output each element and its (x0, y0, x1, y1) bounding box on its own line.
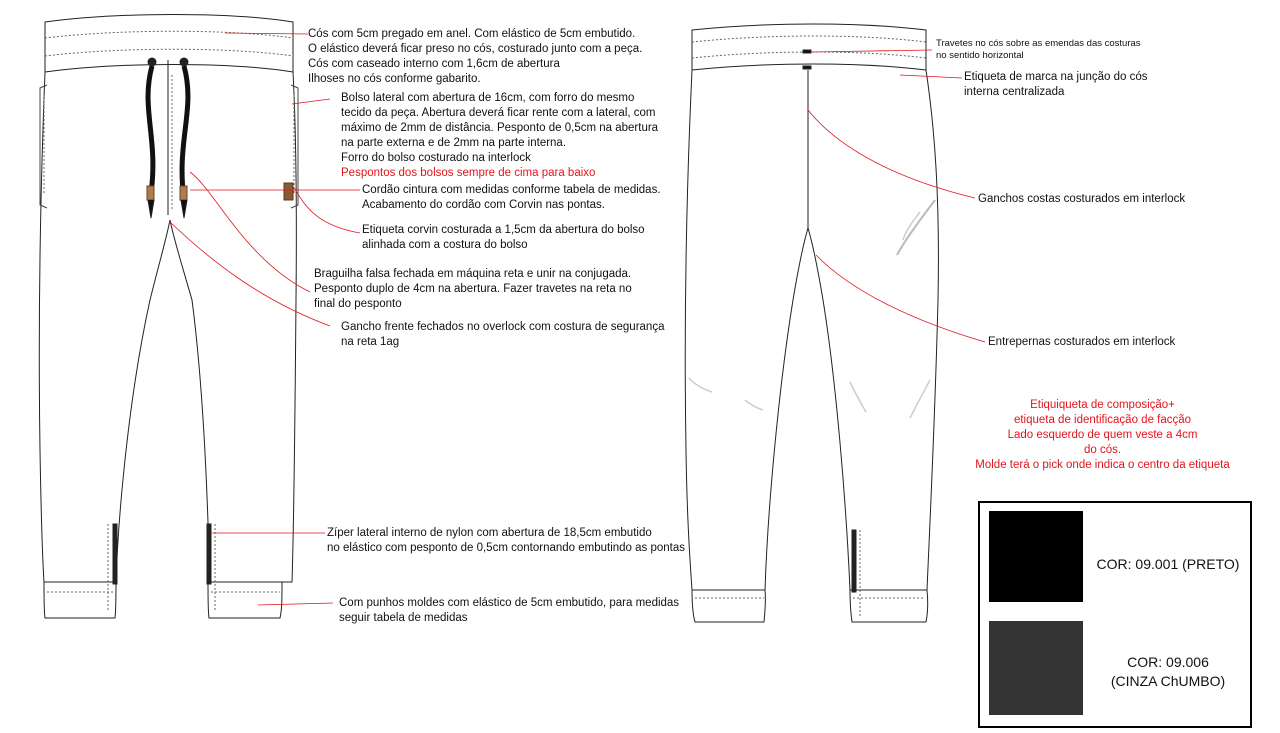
note-back-rise: Ganchos costas costurados em interlock (978, 193, 1186, 205)
note-corvin-label: Etiqueta corvin costurada a 1,5cm da abertura do bolso alinhada com a costura do bolso (362, 224, 645, 251)
color-swatch-panel (978, 501, 1252, 728)
note-pocket: Bolso lateral com abertura de 16cm, com forro do mesmo tecido da peça. Abertura deverá ficar rente com a lateral, com máximo de 2mm de distância. Pesponto de 0,5cm na abertura na parte externa e de 2mm na parte interna. Forro do bolso costurado na interlock Pespontos dos bolsos sempre de cima para baixo (341, 92, 659, 179)
note-cuffs: Com punhos moldes com elástico de 5cm embutido, para medidas seguir tabela de medidas (339, 597, 680, 624)
note-front-rise: Gancho frente fechados no overlock com costura de segurança na reta 1ag (341, 321, 665, 348)
back-pants-drawing (685, 24, 938, 622)
note-drawstring: Cordão cintura com medidas conforme tabela de medidas. Acabamento do cordão com Corvin nas pontas. (362, 184, 661, 211)
swatch-preto-label: COR: 09.001 (PRETO) (1096, 556, 1240, 572)
back-leader-lines (808, 50, 985, 342)
note-brand-label: Etiqueta de marca na junção do cós interna centralizada (964, 71, 1148, 98)
note-pocket-red: Pespontos dos bolsos sempre de cima para baixo (341, 167, 596, 179)
note-waistband: Cós com 5cm pregado em anel. Com elástico de 5cm embutido. O elástico deverá ficar preso no cós, costurado junto com a peça. Cós com caseado interno com 1,6cm de abertura Ilhoses no cós conforme gabarito. (308, 28, 643, 85)
note-fly: Braguilha falsa fechada em máquina reta e unir na conjugada. Pesponto duplo de 4cm na abertura. Fazer travetes na reta no final do pesponto (314, 268, 632, 310)
swatch-preto (989, 511, 1083, 602)
front-pants-drawing (39, 15, 298, 619)
note-inseam: Entrepernas costurados em interlock (988, 336, 1176, 348)
front-leader-lines (170, 33, 360, 605)
swatch-cinza-label: COR: 09.006 (CINZA ChUMBO) (1110, 654, 1226, 689)
note-composition: Etiquiqueta de composição+ etiqueta de identificação de facção Lado esquerdo de quem veste a 4cm do cós. Molde terá o pick onde indica o centro da etiqueta (975, 399, 1230, 471)
note-bartacks: Travetes no cós sobre as emendas das costuras no sentido horizontal (936, 38, 1141, 61)
note-zipper: Zíper lateral interno de nylon com abertura de 18,5cm embutido no elástico com pesponto de 0,5cm contornando embutindo as pontas (327, 527, 686, 554)
swatch-cinza-chumbo (989, 621, 1083, 715)
